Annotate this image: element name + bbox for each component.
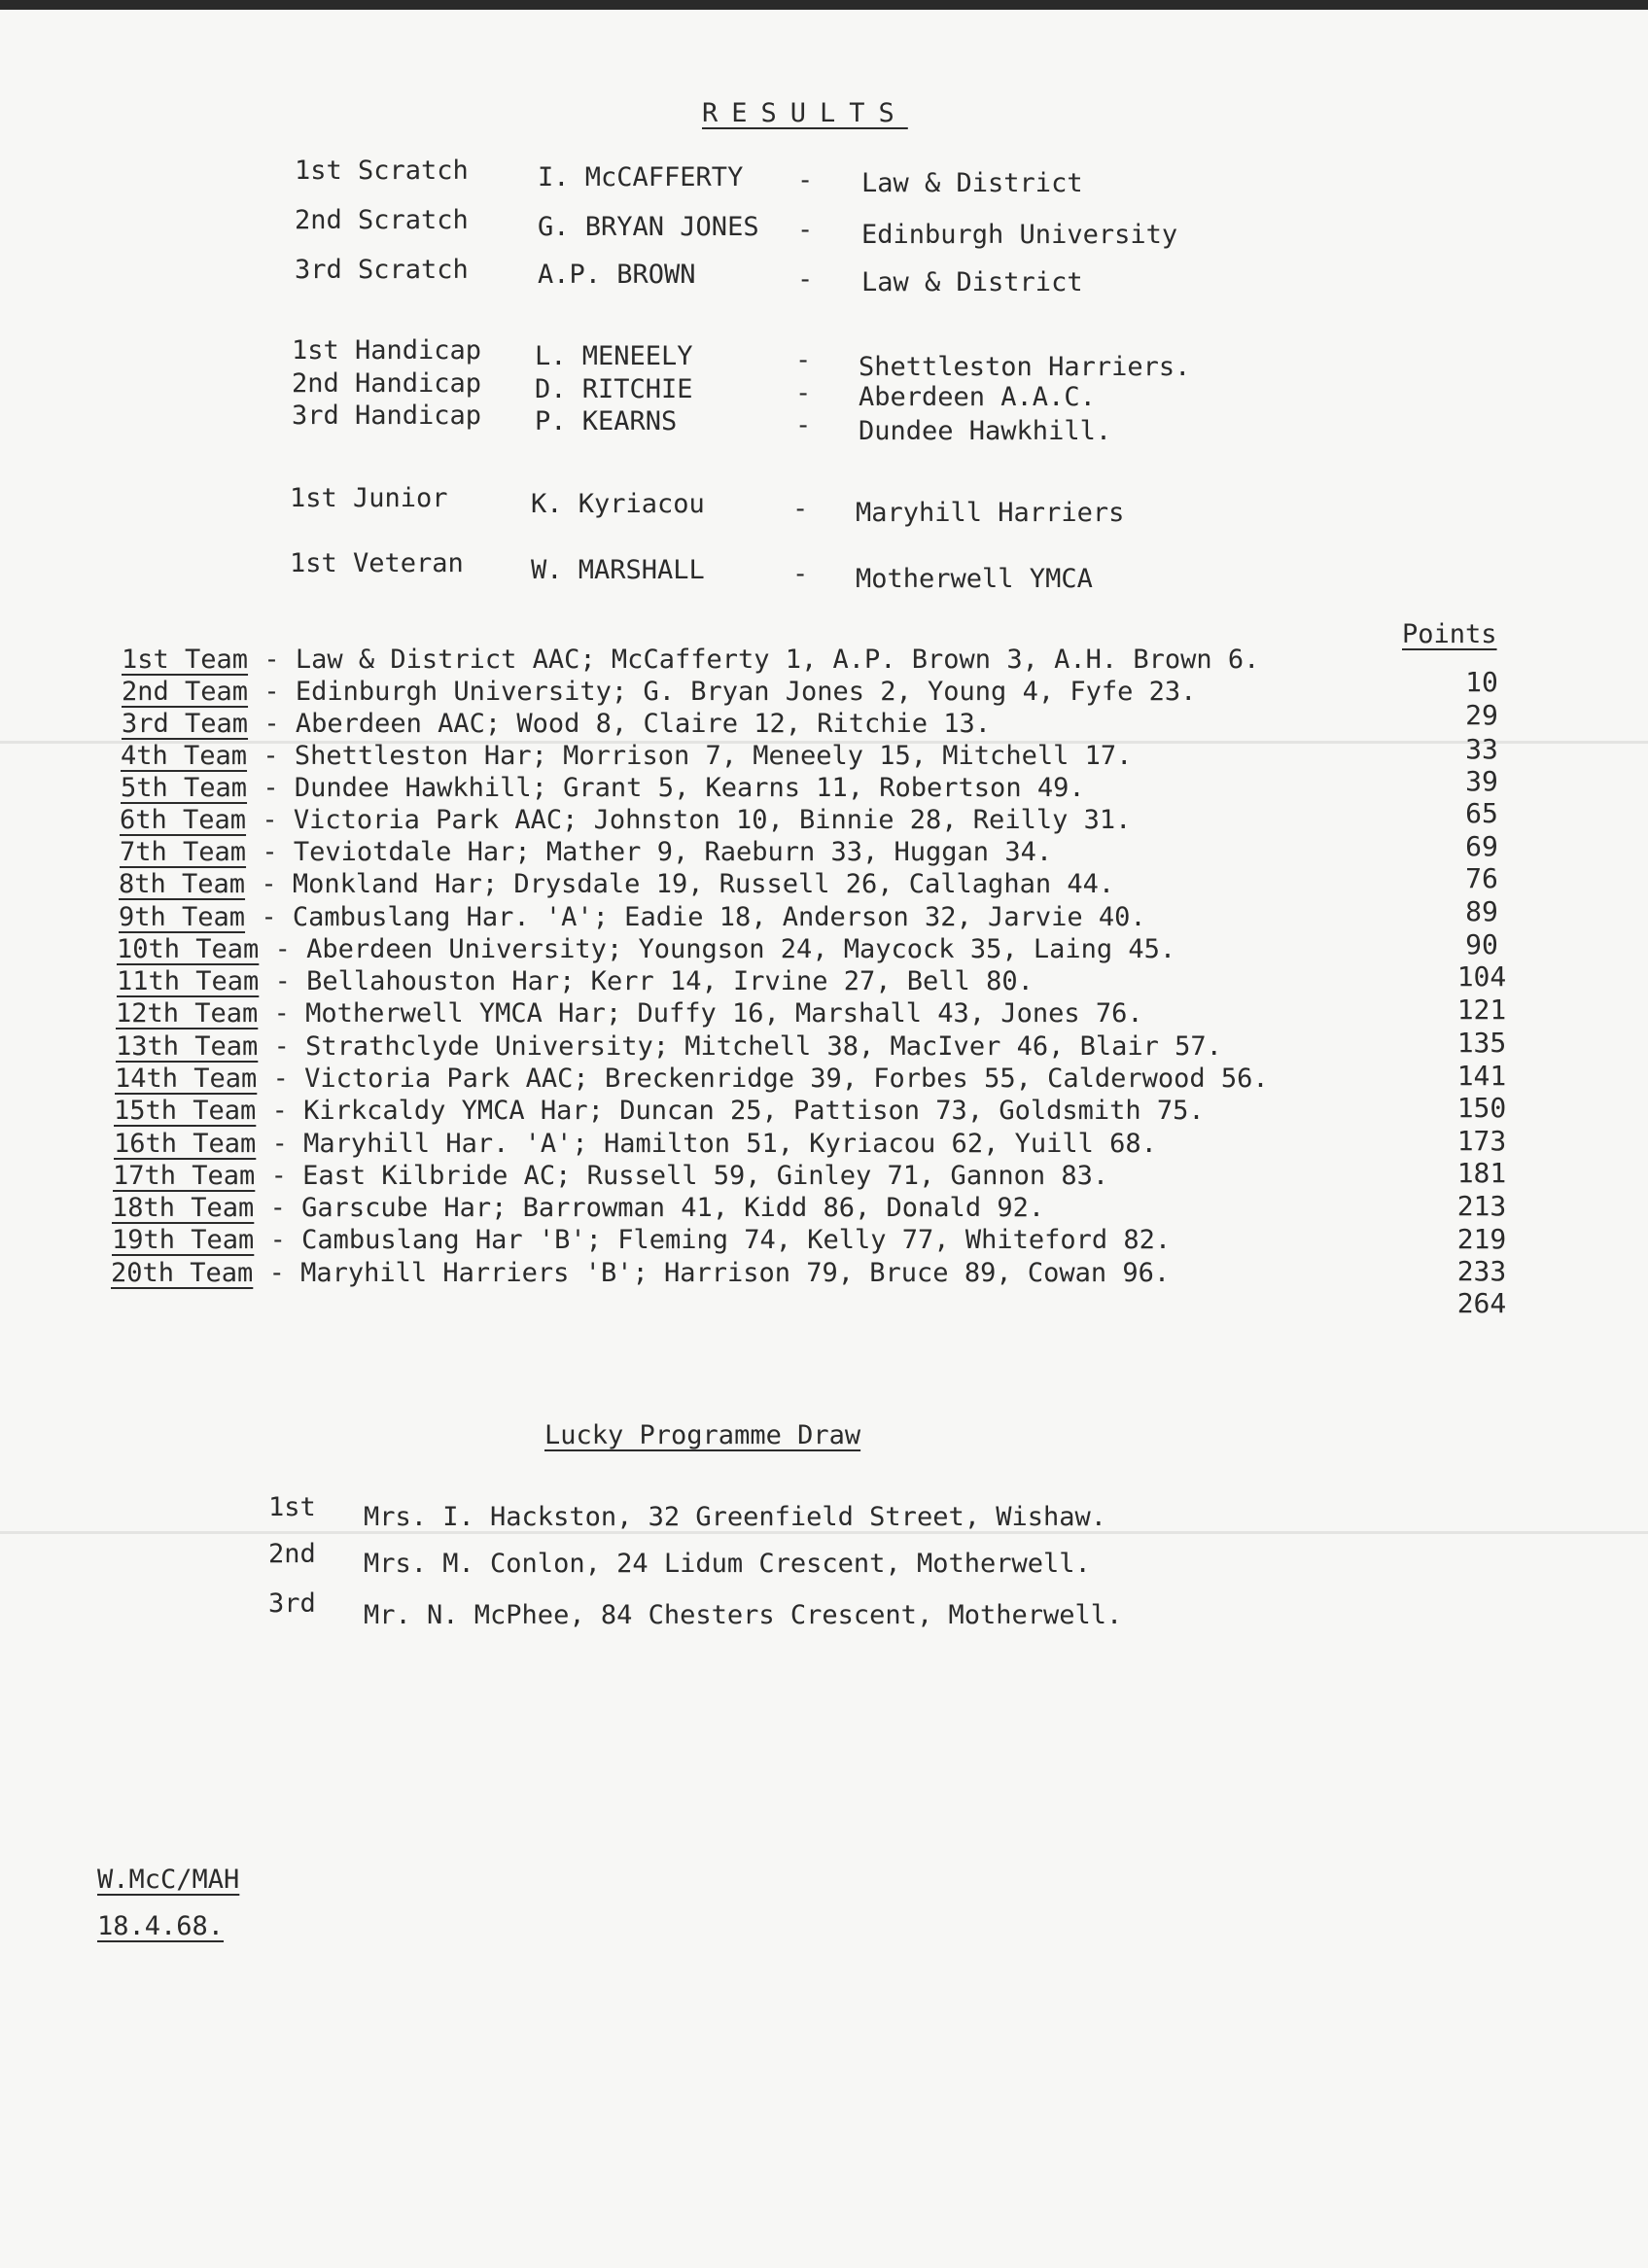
team-label: 5th Team	[121, 773, 248, 803]
team-row	[120, 805, 1131, 836]
team-points: 150	[1456, 1092, 1507, 1124]
team-row	[119, 902, 1146, 933]
team-points: 76	[1465, 862, 1498, 894]
team-points: 33	[1465, 733, 1498, 765]
team-label: 14th Team	[115, 1064, 258, 1094]
team-points: 121	[1456, 994, 1507, 1026]
team-points: 69	[1465, 830, 1498, 862]
result-name: I. McCAFFERTY	[538, 162, 744, 192]
draw-place: 3rd	[268, 1588, 316, 1619]
team-points: 90	[1465, 928, 1498, 960]
team-row	[122, 677, 1196, 708]
result-club: Dundee Hawkhill.	[859, 416, 1112, 446]
team-detail: - Shettleston Har; Morrison 7, Meneely 15, Mitchell 17.	[263, 741, 1133, 771]
team-row	[117, 966, 1034, 997]
team-label: 12th Team	[116, 998, 259, 1029]
team-label: 1st Team	[122, 645, 249, 675]
team-label: 19th Team	[112, 1225, 255, 1255]
team-label: 20th Team	[111, 1258, 254, 1288]
team-row	[112, 1225, 1171, 1256]
result-dash: -	[795, 378, 812, 408]
team-detail: - East Kilbride AC; Russell 59, Ginley 71, Gannon 83.	[270, 1161, 1109, 1191]
team-row	[115, 1064, 1269, 1095]
team-row	[114, 1129, 1157, 1160]
team-label: 7th Team	[120, 837, 247, 867]
result-place: 1st Handicap	[292, 335, 482, 366]
footer-date: 18.4.68.	[97, 1911, 225, 1941]
team-detail: - Garscube Har; Barrowman 41, Kidd 86, Donald 92.	[269, 1193, 1045, 1223]
team-detail: - Bellahouston Har; Kerr 14, Irvine 27, Bell 80.	[274, 966, 1034, 996]
team-points: 264	[1456, 1287, 1507, 1319]
team-row	[122, 709, 991, 740]
draw-winner: Mrs. M. Conlon, 24 Lidum Crescent, Motherwell.	[364, 1549, 1091, 1579]
result-place: 1st Veteran	[290, 548, 464, 578]
team-detail: - Edinburgh University; G. Bryan Jones 2, Young 4, Fyfe 23.	[263, 677, 1197, 707]
lucky-draw-heading: Lucky Programme Draw	[544, 1420, 861, 1450]
page-title: RESULTS	[702, 98, 908, 128]
result-name: K. Kyriacou	[531, 489, 705, 519]
team-label: 9th Team	[119, 902, 246, 932]
team-detail: - Law & District AAC; McCafferty 1, A.P. Brown 3, A.H. Brown 6.	[263, 645, 1260, 675]
result-place: 1st Junior	[290, 483, 448, 513]
team-detail: - Maryhill Harriers 'B'; Harrison 79, Bruce 89, Cowan 96.	[268, 1258, 1171, 1288]
draw-winner: Mrs. I. Hackston, 32 Greenfield Street, Wishaw.	[364, 1502, 1107, 1532]
team-points: 10	[1465, 666, 1498, 698]
team-points: 213	[1456, 1190, 1507, 1222]
result-club: Law & District	[861, 267, 1083, 297]
team-detail: - Strathclyde University; Mitchell 38, MacIver 46, Blair 57.	[273, 1031, 1222, 1062]
team-label: 4th Team	[121, 741, 248, 771]
result-dash: -	[792, 494, 809, 524]
result-dash: -	[797, 215, 814, 245]
team-row	[112, 1193, 1044, 1224]
team-label: 18th Team	[112, 1193, 255, 1223]
result-club: Shettleston Harriers.	[859, 352, 1191, 382]
team-row	[121, 741, 1132, 772]
team-points: 29	[1465, 699, 1498, 731]
team-points: 39	[1465, 765, 1498, 797]
team-points: 181	[1456, 1157, 1507, 1189]
team-points: 135	[1456, 1027, 1507, 1059]
result-name: A.P. BROWN	[538, 260, 696, 290]
result-dash: -	[795, 410, 812, 440]
result-place: 3rd Handicap	[292, 401, 482, 431]
team-detail: - Monkland Har; Drysdale 19, Russell 26, Callaghan 44.	[261, 869, 1115, 899]
result-club: Maryhill Harriers	[856, 498, 1125, 528]
points-header: Points	[1402, 619, 1497, 649]
team-row	[113, 1161, 1108, 1192]
team-row	[116, 1031, 1222, 1063]
team-detail: - Aberdeen AAC; Wood 8, Claire 12, Ritchie 13.	[263, 709, 992, 739]
result-name: L. MENEELY	[535, 341, 693, 371]
result-dash: -	[797, 165, 814, 195]
team-points: 141	[1456, 1060, 1507, 1092]
team-label: 15th Team	[114, 1096, 257, 1126]
team-row	[116, 998, 1143, 1029]
team-points: 104	[1456, 960, 1507, 993]
team-label: 13th Team	[116, 1031, 259, 1062]
team-label: 11th Team	[117, 966, 260, 996]
result-dash: -	[797, 264, 814, 295]
team-detail: - Kirkcaldy YMCA Har; Duncan 25, Pattison 73, Goldsmith 75.	[271, 1096, 1205, 1126]
result-place: 2nd Handicap	[292, 368, 482, 399]
result-club: Motherwell YMCA	[856, 564, 1093, 594]
team-detail: - Teviotdale Har; Mather 9, Raeburn 33, Huggan 34.	[262, 837, 1053, 867]
result-dash: -	[795, 345, 812, 375]
team-detail: - Cambuslang Har 'B'; Fleming 74, Kelly 77, Whiteford 82.	[269, 1225, 1172, 1255]
team-points: 89	[1465, 895, 1498, 927]
team-label: 3rd Team	[122, 709, 249, 739]
team-label: 8th Team	[119, 869, 246, 899]
result-name: G. BRYAN JONES	[538, 212, 759, 242]
result-place: 3rd Scratch	[295, 255, 469, 285]
footer-reference: W.McC/MAH	[97, 1865, 240, 1895]
team-row	[117, 934, 1175, 965]
result-name: W. MARSHALL	[531, 555, 705, 585]
draw-place: 1st	[268, 1492, 316, 1522]
team-row	[119, 869, 1114, 900]
result-place: 2nd Scratch	[295, 205, 469, 235]
team-label: 17th Team	[113, 1161, 256, 1191]
result-name: D. RITCHIE	[535, 374, 693, 404]
team-detail: - Cambuslang Har. 'A'; Eadie 18, Anderson 32, Jarvie 40.	[261, 902, 1146, 932]
team-points: 65	[1465, 797, 1498, 829]
draw-place: 2nd	[268, 1539, 316, 1569]
result-club: Aberdeen A.A.C.	[859, 382, 1096, 412]
result-dash: -	[792, 559, 809, 589]
team-points: 233	[1456, 1255, 1507, 1287]
scan-edge	[0, 0, 1648, 10]
draw-winner: Mr. N. McPhee, 84 Chesters Crescent, Motherwell.	[364, 1600, 1123, 1630]
team-detail: - Motherwell YMCA Har; Duffy 16, Marshall 43, Jones 76.	[273, 998, 1143, 1029]
result-club: Edinburgh University	[861, 220, 1178, 250]
team-label: 6th Team	[120, 805, 247, 835]
result-place: 1st Scratch	[295, 156, 469, 186]
team-row	[120, 837, 1052, 868]
team-label: 2nd Team	[122, 677, 249, 707]
result-club: Law & District	[861, 168, 1083, 198]
team-row	[114, 1096, 1205, 1127]
result-name: P. KEARNS	[535, 406, 678, 436]
team-label: 16th Team	[114, 1129, 257, 1159]
team-detail: - Victoria Park AAC; Breckenridge 39, Forbes 55, Calderwood 56.	[272, 1064, 1269, 1094]
team-row	[111, 1258, 1170, 1289]
team-row	[121, 773, 1085, 804]
team-detail: - Dundee Hawkhill; Grant 5, Kearns 11, Robertson 49.	[263, 773, 1085, 803]
team-points: 173	[1456, 1125, 1507, 1157]
team-detail: - Aberdeen University; Youngson 24, Maycock 35, Laing 45.	[274, 934, 1176, 964]
team-detail: - Maryhill Har. 'A'; Hamilton 51, Kyriacou 62, Yuill 68.	[271, 1129, 1157, 1159]
team-row	[122, 645, 1259, 676]
team-detail: - Victoria Park AAC; Johnston 10, Binnie 28, Reilly 31.	[262, 805, 1132, 835]
team-points: 219	[1456, 1223, 1507, 1255]
team-label: 10th Team	[117, 934, 260, 964]
